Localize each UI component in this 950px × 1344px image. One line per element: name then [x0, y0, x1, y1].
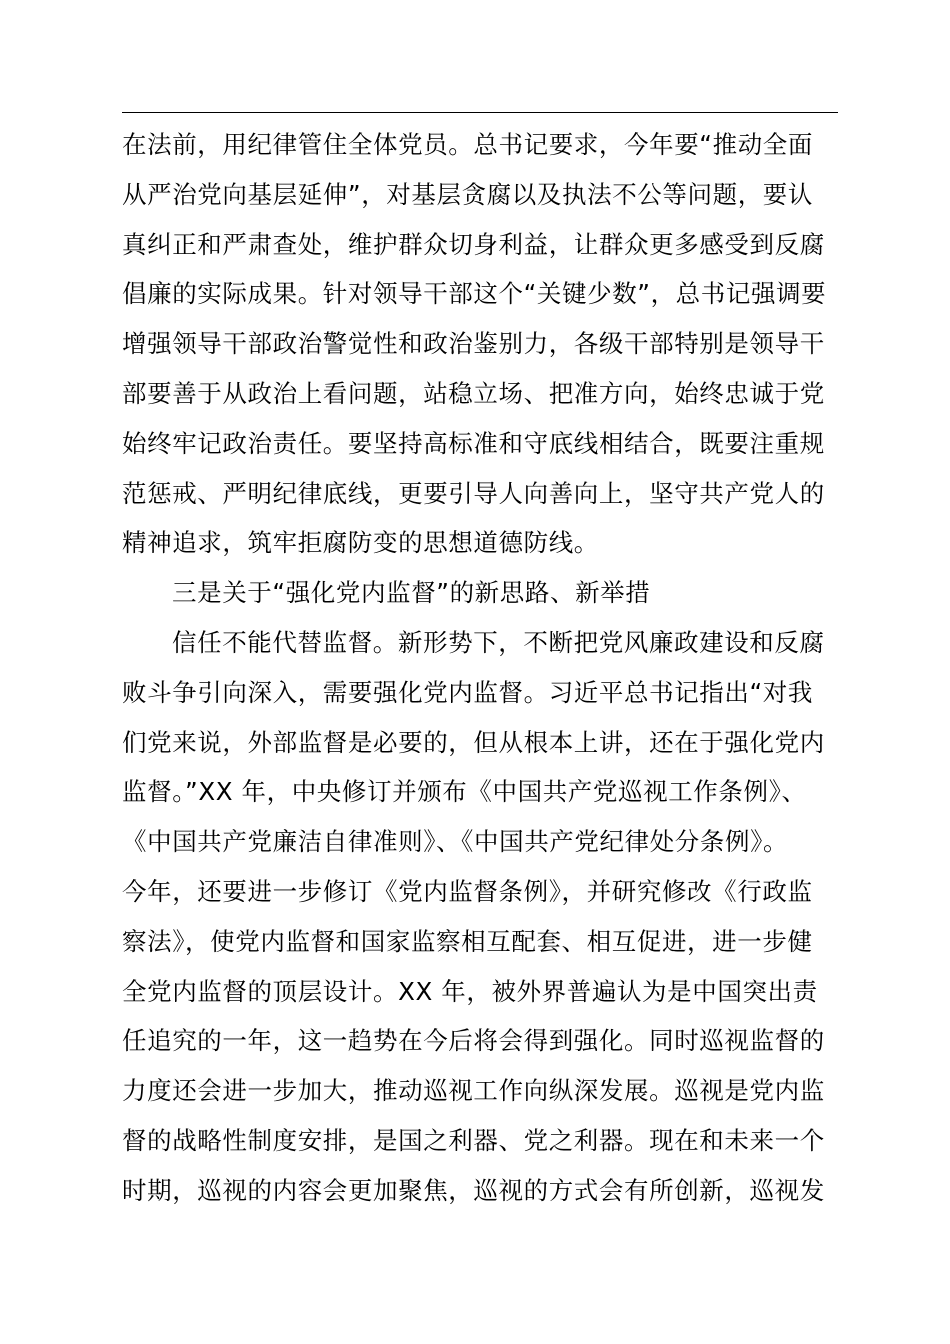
text-line: 全党内监督的顶层设计。XX 年，被外界普遍认为是中国突出责	[122, 976, 818, 1006]
header-rule	[122, 112, 838, 113]
text-line: 从严治党向基层延伸”，对基层贪腐以及执法不公等问题，要认	[122, 179, 813, 209]
text-line: 力度还会进一步加大，推动巡视工作向纵深发展。巡视是党内监	[122, 1076, 825, 1106]
text-line: 倡廉的实际成果。针对领导干部这个“关键少数”，总书记强调要	[122, 279, 827, 309]
text-line: 时期，巡视的内容会更加聚焦，巡视的方式会有所创新，巡视发	[122, 1175, 825, 1205]
text-line: 督的战略性制度安排，是国之利器、党之利器。现在和未来一个	[122, 1125, 825, 1155]
section-heading: 三是关于“强化党内监督”的新思路、新举措	[172, 578, 651, 608]
text-line: 范惩戒、严明纪律底线，更要引导人向善向上，坚守共产党人的	[122, 478, 825, 508]
text-line: 精神追求，筑牢拒腐防变的思想道德防线。	[122, 528, 599, 558]
text-line: 《中国共产党廉洁自律准则》、《中国共产党纪律处分条例》。	[122, 827, 789, 857]
text-line: 在法前，用纪律管住全体党员。总书记要求，今年要“推动全面	[122, 130, 813, 159]
text-line: 真纠正和严肃查处，维护群众切身利益，让群众更多感受到反腐	[122, 229, 825, 259]
text-line: 今年，还要进一步修订《党内监督条例》，并研究修改《行政监	[122, 876, 813, 906]
text-line: 败斗争引向深入，需要强化党内监督。习近平总书记指出“对我	[122, 677, 813, 707]
body-text	[122, 120, 842, 1216]
paragraph-start-line: 信任不能代替监督。新形势下，不断把党风廉政建设和反腐	[172, 627, 825, 657]
text-line: 监督。”XX 年，中央修订并颁布《中国共产党巡视工作条例》、	[122, 777, 807, 807]
text-line: 增强领导干部政治警觉性和政治鉴别力，各级干部特别是领导干	[122, 329, 825, 359]
text-line: 部要善于从政治上看问题，站稳立场、把准方向，始终忠诚于党	[122, 378, 825, 408]
text-line: 们党来说，外部监督是必要的，但从根本上讲，还在于强化党内	[122, 727, 825, 757]
text-line: 察法》，使党内监督和国家监察相互配套、相互促进，进一步健	[122, 926, 813, 956]
text-line: 任追究的一年，这一趋势在今后将会得到强化。同时巡视监督的	[122, 1026, 825, 1056]
text-line: 始终牢记政治责任。要坚持高标准和守底线相结合，既要注重规	[122, 428, 825, 458]
